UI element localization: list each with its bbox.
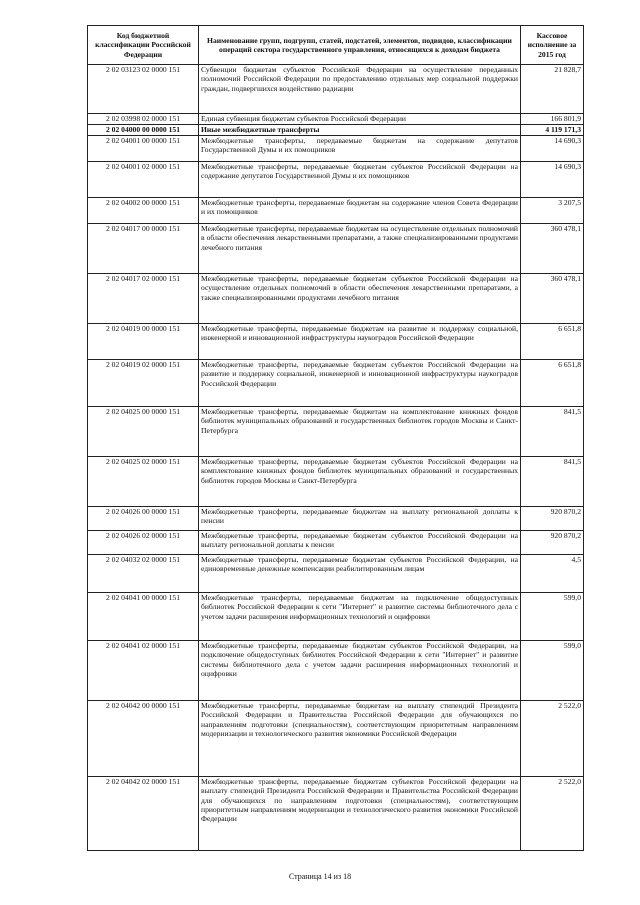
- code-cell: 2 02 04042 02 0000 151: [88, 777, 199, 851]
- header-code: Код бюджетной классификации Российской Федерации: [88, 26, 199, 65]
- table-row: [88, 457, 584, 507]
- code-cell: 2 02 04042 00 0000 151: [88, 701, 199, 777]
- amount-cell: 6 651,8: [521, 324, 584, 360]
- table-row: [88, 125, 584, 136]
- name-cell: Межбюджетные трансферты, передаваемые бюджетам на подключение общедоступных библиотек Российской Федерации к сети "Интернет" и развитие системы библиотечного дела с учетом задачи расширения информационных технологий и оцифровки: [199, 593, 521, 641]
- name-cell: Межбюджетные трансферты, передаваемые бюджетам на выплату региональной доплаты к пенсии: [199, 507, 521, 531]
- code-cell: 2 02 04017 00 0000 151: [88, 224, 199, 274]
- name-cell: Межбюджетные трансферты, передаваемые бюджетам субъектов Российской Федерации на осуществление отдельных полномочий в области обеспечения лекарственными препаратами, а также специализированными продуктами лечебного питания: [199, 274, 521, 324]
- amount-cell: 360 478,1: [521, 274, 584, 324]
- code-cell: 2 02 03998 02 0000 151: [88, 114, 199, 125]
- code-cell: 2 02 04000 00 0000 151: [88, 125, 199, 136]
- code-cell: 2 02 04019 00 0000 151: [88, 324, 199, 360]
- amount-cell: 599,0: [521, 593, 584, 641]
- name-cell: Межбюджетные трансферты, передаваемые бюджетам субъектов Российской Федерации, на единовременные денежные компенсации реабилитированным лицам: [199, 555, 521, 593]
- name-cell: Межбюджетные трансферты, передаваемые бюджетам субъектов Российской Федерации на развитие и поддержку социальной, инженерной и инновационной инфраструктуры наукоградов Российской Федерации: [199, 360, 521, 407]
- table-row: [88, 593, 584, 641]
- table-row: [88, 324, 584, 360]
- name-cell: Межбюджетные трансферты, передаваемые бюджетам субъектов Российской Федерации на содержание депутатов Государственной Думы и их помощников: [199, 162, 521, 198]
- code-cell: 2 02 04001 02 0000 151: [88, 162, 199, 198]
- header-amount: Кассовое исполнение за 2015 год: [521, 26, 584, 65]
- amount-cell: 841,5: [521, 407, 584, 457]
- name-cell: Межбюджетные трансферты, передаваемые бюджетам субъектов Российской Федерации, на подключение общедоступных библиотек Российской Федерации к сети "Интернет" и развитие системы библиотечного дела с учетом задачи расширения информационных технологий и оцифровки: [199, 641, 521, 701]
- revenue-table: [87, 25, 584, 851]
- code-cell: 2 02 04041 02 0000 151: [88, 641, 199, 701]
- name-cell: Межбюджетные трансферты, передаваемые бюджетам субъектов Российской федерации на выплату стипендий Президента Российской Федерации и Правительства Российской Федерации для обучающихся по направлениям подготовки (специальностям), соответствующим приоритетным направлениям модернизации и технологического развития экономики Российской Федерации: [199, 777, 521, 851]
- table-row: [88, 701, 584, 777]
- amount-cell: 599,0: [521, 641, 584, 701]
- code-cell: 2 02 04025 00 0000 151: [88, 407, 199, 457]
- name-cell: Межбюджетные трансферты, передаваемые бюджетам на комплектование книжных фондов библиотек муниципальных образований и государственных библиотек городов Москвы и Санкт-Петербурга: [199, 407, 521, 457]
- table-row: [88, 274, 584, 324]
- name-cell: Субвенции бюджетам субъектов Российской Федерации на осуществление переданных полномочий Российской Федерации по предоставлению отдельных мер социальной поддержки граждан, подвергшихся воздействию радиации: [199, 65, 521, 114]
- name-cell: Межбюджетные трансферты, передаваемые бюджетам на содержание депутатов Государственной Думы и их помощников: [199, 136, 521, 162]
- table-row: [88, 360, 584, 407]
- name-cell: Единая субвенция бюджетам субъектов Российской Федерации: [199, 114, 521, 125]
- table-row: [88, 114, 584, 125]
- amount-cell: 4 119 171,3: [521, 125, 584, 136]
- table-row: [88, 224, 584, 274]
- amount-cell: 920 870,2: [521, 531, 584, 555]
- table-row: [88, 136, 584, 162]
- name-cell: Иные межбюджетные трансферты: [199, 125, 521, 136]
- table-row: [88, 641, 584, 701]
- table-row: [88, 407, 584, 457]
- amount-cell: 166 801,9: [521, 114, 584, 125]
- code-cell: 2 02 04019 02 0000 151: [88, 360, 199, 407]
- amount-cell: 14 690,3: [521, 136, 584, 162]
- name-cell: Межбюджетные трансферты, передаваемые бюджетам на выплату стипендий Президента Российской Федерации и Правительства Российской Федерации для обучающихся по направлениям подготовки (специальностям), соответствующим приоритетным направлениям модернизации и технологического развития экономики Российской Федерации: [199, 701, 521, 777]
- table-header-row: [88, 26, 584, 65]
- amount-cell: 2 522,0: [521, 777, 584, 851]
- name-cell: Межбюджетные трансферты, передаваемые бюджетам на содержание членов Совета Федерации и их помощников: [199, 198, 521, 224]
- amount-cell: 4,5: [521, 555, 584, 593]
- code-cell: 2 02 04026 02 0000 151: [88, 531, 199, 555]
- table-row: [88, 777, 584, 851]
- code-cell: 2 02 04025 02 0000 151: [88, 457, 199, 507]
- name-cell: Межбюджетные трансферты, передаваемые бюджетам на осуществление отдельных полномочий в области обеспечения лекарственными препаратами, а также специализированными продуктами лечебного питания: [199, 224, 521, 274]
- code-cell: 2 02 04017 02 0000 151: [88, 274, 199, 324]
- table-row: [88, 555, 584, 593]
- code-cell: 2 02 04002 00 0000 151: [88, 198, 199, 224]
- amount-cell: 920 870,2: [521, 507, 584, 531]
- table-row: [88, 65, 584, 114]
- code-cell: 2 02 04041 00 0000 151: [88, 593, 199, 641]
- code-cell: 2 02 03123 02 0000 151: [88, 65, 199, 114]
- code-cell: 2 02 04001 00 0000 151: [88, 136, 199, 162]
- amount-cell: 841,5: [521, 457, 584, 507]
- table-row: [88, 531, 584, 555]
- code-cell: 2 02 04026 00 0000 151: [88, 507, 199, 531]
- amount-cell: 360 478,1: [521, 224, 584, 274]
- header-name: Наименование групп, подгрупп, статей, подстатей, элементов, подвидов, классификации операций сектора государственного управления, относящихся к доходам бюджета: [199, 26, 521, 65]
- amount-cell: 21 828,7: [521, 65, 584, 114]
- page-number: Страница 14 из 18: [288, 872, 352, 881]
- table-row: [88, 198, 584, 224]
- amount-cell: 14 690,3: [521, 162, 584, 198]
- amount-cell: 2 522,0: [521, 701, 584, 777]
- name-cell: Межбюджетные трансферты, передаваемые бюджетам субъектов Российской Федерации на выплату региональной доплаты к пенсии: [199, 531, 521, 555]
- amount-cell: 6 651,8: [521, 360, 584, 407]
- code-cell: 2 02 04032 02 0000 151: [88, 555, 199, 593]
- name-cell: Межбюджетные трансферты, передаваемые бюджетам на развитие и поддержку социальной, инженерной и инновационной инфраструктуры наукоградов Российской Федерации: [199, 324, 521, 360]
- table-row: [88, 162, 584, 198]
- name-cell: Межбюджетные трансферты, передаваемые бюджетам субъектов Российской Федерации на комплектование книжных фондов библиотек муниципальных образований и государственных библиотек городов Москвы и Санкт-Петербурга: [199, 457, 521, 507]
- amount-cell: 3 207,5: [521, 198, 584, 224]
- table-row: [88, 507, 584, 531]
